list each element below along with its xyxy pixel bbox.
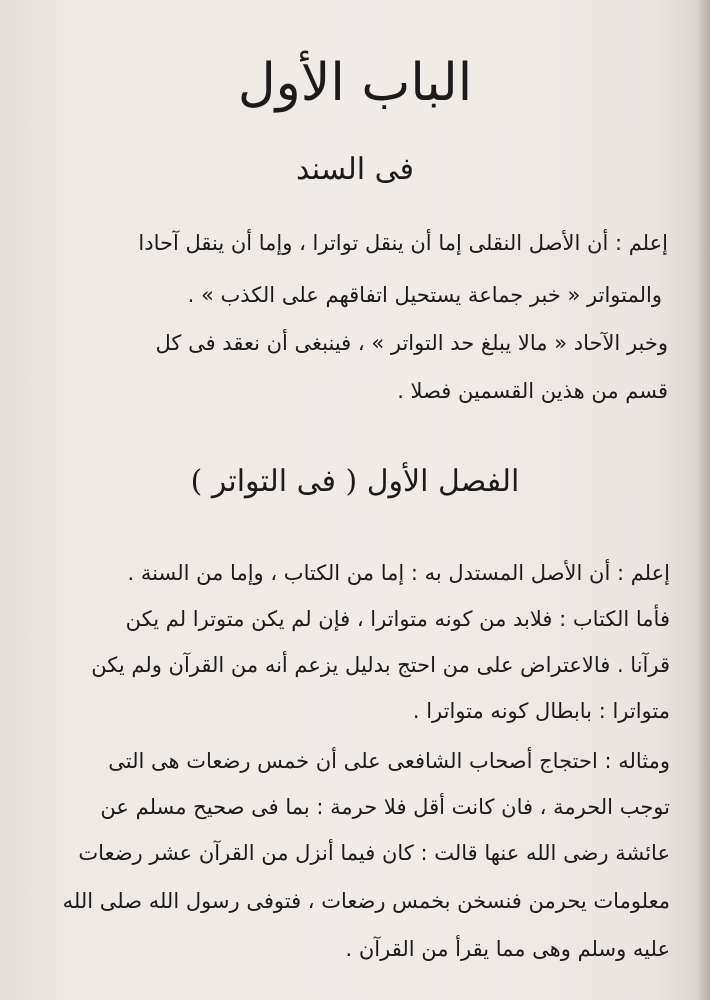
- intro-line: إعلم : أن الأصل النقلى إما أن ينقل تواترا ، وإما أن ينقل آحادا: [138, 231, 668, 255]
- intro-line: قسم من هذين القسمين فصلا .: [397, 379, 668, 403]
- chapter-title: الباب الأول: [237, 53, 473, 113]
- body-line: ومثاله : احتجاج أصحاب الشافعى على أن خمس رضعات هى التى: [108, 749, 670, 773]
- body-line: عائشة رضى الله عنها قالت : كان فيما أنزل من القرآن عشر رضعات: [78, 841, 670, 865]
- body-line: توجب الحرمة ، فان كانت أقل فلا حرمة : بما فى صحيح مسلم عن: [100, 795, 670, 819]
- body-line: قرآنا . فالاعتراض على من احتج بدليل يزعم أنه من القرآن ولم يكن: [91, 653, 670, 677]
- body-line: عليه وسلم وهى مما يقرأ من القرآن .: [345, 937, 670, 961]
- intro-line: والمتواتر « خبر جماعة يستحيل اتفاقهم على الكذب » .: [187, 283, 662, 307]
- section-title: الفصل الأول ( فى التواتر ): [190, 464, 520, 499]
- body-line: معلومات يحرمن فنسخن بخمس رضعات ، فتوفى رسول الله صلى الله: [62, 889, 670, 913]
- body-line: فأما الكتاب : فلابد من كونه متواترا ، فإن لم يكن متوترا لم يكن: [125, 607, 670, 631]
- body-line: متواترا : بابطال كونه متواترا .: [412, 699, 670, 723]
- intro-line: وخبر الآحاد « مالا يبلغ حد التواتر » ، فينبغى أن نعقد فى كل: [155, 331, 668, 355]
- chapter-subtitle: فى السند: [296, 152, 414, 187]
- body-line: إعلم : أن الأصل المستدل به : إما من الكتاب ، وإما من السنة .: [127, 561, 670, 585]
